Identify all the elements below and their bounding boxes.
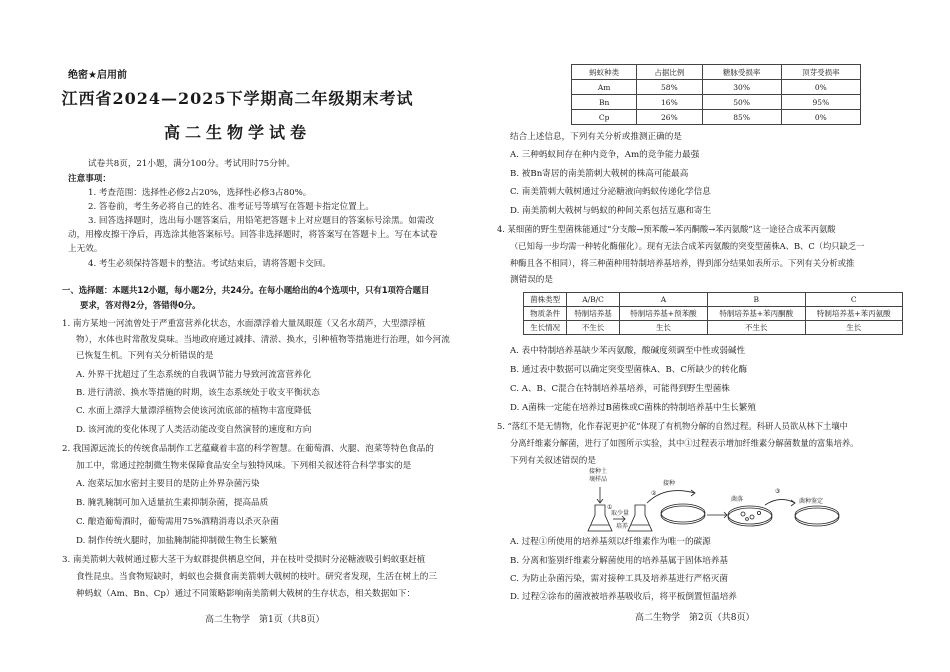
table-cell: 不生长 (708, 321, 805, 335)
q2-stem: 2. 我国源远流长的传统食品制作工艺蕴藏着丰富的科学智慧。在葡萄酒、火腿、泡菜等特色食品的 (62, 444, 434, 454)
table-cell: 26% (637, 110, 702, 125)
table-cell: B (708, 293, 805, 307)
diagram-label: ① (607, 504, 613, 511)
notice-item: 1. 考查范围：选择性必修2占20%，选择性必修3占80%。 (88, 188, 312, 198)
notice-item: 上无效。 (68, 244, 103, 254)
q1-stem: 物），水体也时常散发臭味。当地政府通过减排、清淤、换水，引种植物等措施进行治理，如今河流 (76, 335, 450, 345)
q1-option: C. 水面上漂浮大量漂浮植物会使该河流底部的植物丰富度降低 (76, 406, 312, 416)
q5-stem: 分离纤维素分解菌，进行了如图所示实验，其中①过程表示增加纤维素分解菌数量的富集培养。 (510, 438, 859, 448)
q5-option: A. 过程①所使用的培养基须以纤维素作为唯一的碳源 (510, 537, 711, 547)
notice-item: 2. 答卷前，考生务必将自己的姓名、准考证号等填写在答题卡指定位置上。 (88, 202, 374, 212)
diagram-label: 菌种鉴定 (799, 498, 824, 505)
table-cell: 30% (702, 80, 781, 95)
table-header-cell: 占据比例 (637, 65, 702, 80)
table-cell: 0% (781, 110, 860, 125)
q5-option: D. 过程②涂布的菌液被培养基吸收后，将平板倒置恒温培养 (510, 592, 737, 602)
table-header-cell: 顶芽受损率 (781, 65, 860, 80)
table-row (572, 110, 861, 125)
exam-title: 江西省2024—2025下学期高二年级期末考试 (61, 89, 414, 108)
table-row (572, 65, 861, 80)
table-cell: 特制培养基+预苯酸 (619, 307, 707, 321)
bacteria-table (523, 292, 903, 335)
q2-stem: 加工中，常通过控制微生物来保障食品安全与独特风味。下列相关叙述符合科学事实的是 (76, 461, 412, 471)
notice-heading: 注意事项： (68, 174, 111, 184)
experiment-diagram (585, 465, 845, 540)
notice-item: 3. 回答选择题时，选出每小题答案后，用铅笔把答题卡上对应题目的答案标号涂黑。如需改 (88, 216, 435, 226)
q5-option: B. 分离和鉴别纤维素分解菌使用的培养基属于固体培养基 (510, 556, 729, 566)
q3-question: 结合上述信息，下列有关分析或推测正确的是 (510, 132, 682, 142)
q3-stem: 3. 南美箭刺大戟树通过膨大茎干为蚁群提供栖息空间，并在枝叶受损时分泌糖液吸引蚂蚁驱赶植 (62, 555, 426, 565)
q3-stem: 食性昆虫。当食物短缺时，蚂蚁也会摄食南美箭刺大戟树的枝叶。研究者发现，生活在树上的三 (76, 572, 437, 582)
table-cell: 生长 (619, 321, 707, 335)
q5-option: C. 为防止杂菌污染，需对接种工具及培养基进行严格灭菌 (510, 574, 728, 584)
table-cell: 50% (702, 95, 781, 110)
table-cell: 95% (781, 95, 860, 110)
table-row (524, 293, 903, 307)
diagram-label: 壤样品 (589, 476, 608, 483)
table-cell: 85% (702, 110, 781, 125)
diagram-label: 菌落 (731, 496, 744, 503)
q2-option: A. 泡菜坛加水密封主要目的是防止外界杂菌污染 (76, 479, 260, 489)
diagram-label: ② (651, 490, 657, 497)
diagram-label: 接种 (663, 480, 676, 487)
diagram-label: ③ (775, 488, 781, 495)
subject-title: 高二生物学试卷 (163, 123, 311, 142)
q4-option: B. 通过表中数据可以确定突变型菌株A、B、C所缺少的转化酶 (510, 365, 748, 375)
table-cell: 菌株类型 (524, 293, 567, 307)
table-cell: 58% (637, 80, 702, 95)
table-cell: A (619, 293, 707, 307)
table-cell: 16% (637, 95, 702, 110)
table-cell: 特制培养基+苯丙酮酸 (708, 307, 805, 321)
table-cell: 生长情况 (524, 321, 567, 335)
q1-option: D. 该河流的变化体现了人类活动能改变自然演替的速度和方向 (76, 425, 312, 435)
q3-option: D. 南美箭刺大戟树与蚂蚁的种间关系包括互惠和寄生 (510, 206, 712, 216)
table-row (524, 307, 903, 321)
q2-option: B. 腌乳腌制可加入适量抗生素抑制杂菌，提高品质 (76, 498, 269, 508)
q4-stem: 种酶且各不相同），将三种菌种用特制培养基培养，得到部分结果如表所示。下列有关分析或推 (510, 258, 855, 268)
q5-stem: 下列有关叙述错误的是 (510, 456, 596, 466)
q2-option: C. 酿造葡萄酒时，葡萄需用75%酒精消毒以杀灭杂菌 (76, 517, 279, 527)
notice-item: 4. 考生必须保持答题卡的整洁。考试结束后，请将答题卡交回。 (88, 259, 331, 269)
q4-stem: 测错误的是 (510, 275, 553, 285)
table-cell: 特制培养基 (567, 307, 620, 321)
table-header-cell: 糖脉受损率 (702, 65, 781, 80)
table-cell: 不生长 (567, 321, 620, 335)
petri-dish-icon (661, 506, 705, 524)
table-cell: Cp (572, 110, 637, 125)
table-cell: 生长 (805, 321, 903, 335)
q4-stem: 4. 某细菌的野生型菌株能通过“分支酸→预苯酸→苯丙酮酸→苯丙氨酸”这一途径合成苯丙氨酸 (497, 224, 836, 234)
flask-icon (628, 505, 652, 531)
confidential-label: 绝密★启用前 (68, 70, 127, 81)
diagram-label: 培养 (616, 523, 629, 530)
exam-info: 试卷共8页，21小题，满分100分。考试用时75分钟。 (88, 159, 296, 169)
right-page (475, 0, 950, 672)
q3-option: A. 三种蚂蚁间存在种内竞争，Am的竞争能力最强 (510, 150, 700, 160)
table-cell: Bn (572, 95, 637, 110)
q1-option: A. 外界干扰超过了生态系统的自我调节能力导致河流富营养化 (76, 370, 312, 380)
q4-option: C. A、B、C混合在特制培养基培养，可能得到野生型菌株 (510, 384, 730, 394)
table-cell: A/B/C (567, 293, 620, 307)
table-cell: 物质条件 (524, 307, 567, 321)
table-cell: C (805, 293, 903, 307)
q3-option: C. 南美箭刺大戟树通过分泌糖液向蚂蚁传递化学信息 (510, 187, 711, 197)
diagram-label: 取少量 (611, 510, 630, 517)
q4-option: A. 表中特制培养基缺少苯丙氨酸，酸碱度须调至中性或弱碱性 (510, 346, 746, 356)
q1-stem: 已恢复生机。下列有关分析错误的是 (76, 351, 214, 361)
q1-option: B. 进行清淤、换水等措施的时期，该生态系统处于收支平衡状态 (76, 388, 320, 398)
table-row (524, 321, 903, 335)
table-row (572, 95, 861, 110)
page-footer: 高二生物学 第1页（共8页） (205, 615, 325, 625)
table-row (572, 80, 861, 95)
q4-option: D. A菌株一定能在培养过B菌株或C菌株的特制培养基中生长繁殖 (510, 403, 756, 413)
section-heading-cont: 要求，答对得2分，答错得0分。 (80, 300, 201, 310)
q3-stem: 种蚂蚁（Am、Bn、Cp）通过不同策略影响南美箭刺大戟树的生存状态，相关数据如下： (76, 589, 416, 599)
section-heading: 一、选择题：本题共12小题，每小题2分，共24分。在每小题给出的4个选项中，只有1项符合题目 (62, 285, 430, 295)
table-cell: Am (572, 80, 637, 95)
table-header-cell: 蚂蚁种类 (572, 65, 637, 80)
q2-option: D. 制作传统火腿时，加盐腌制能抑制微生物生长繁殖 (76, 536, 278, 546)
q5-stem: 5. “落红不是无情物，化作春泥更护花”体现了有机物分解的自然过程。科研人员欲从林下土壤中 (497, 421, 848, 431)
q1-stem: 1. 南方某地一河流曾处于严重富营养化状态，水面漂浮着大量凤眼莲（又名水葫芦，大型漂浮植 (62, 319, 426, 329)
table-cell: 0% (781, 80, 860, 95)
diagram-label: 接种土 (589, 468, 608, 475)
ant-data-table (571, 64, 861, 125)
table-cell: 特制培养基+苯丙氨酸 (805, 307, 903, 321)
petri-dish-icon (795, 508, 839, 526)
q3-option: B. 被Bn寄居的南美箭刺大戟树的株高可能最高 (510, 169, 689, 179)
q4-stem: （已知每一步均需一种转化酶催化）。现有无法合成苯丙氨酸的突变型菌株A、B、C（均只缺乏一 (510, 241, 865, 251)
notice-item: 动，用橡皮擦干净后，再选涂其他答案标号。回答非选择题时，将答案写在答题卡上。写在本试卷 (68, 230, 438, 240)
page-footer: 高二生物学 第2页（共8页） (635, 613, 755, 623)
